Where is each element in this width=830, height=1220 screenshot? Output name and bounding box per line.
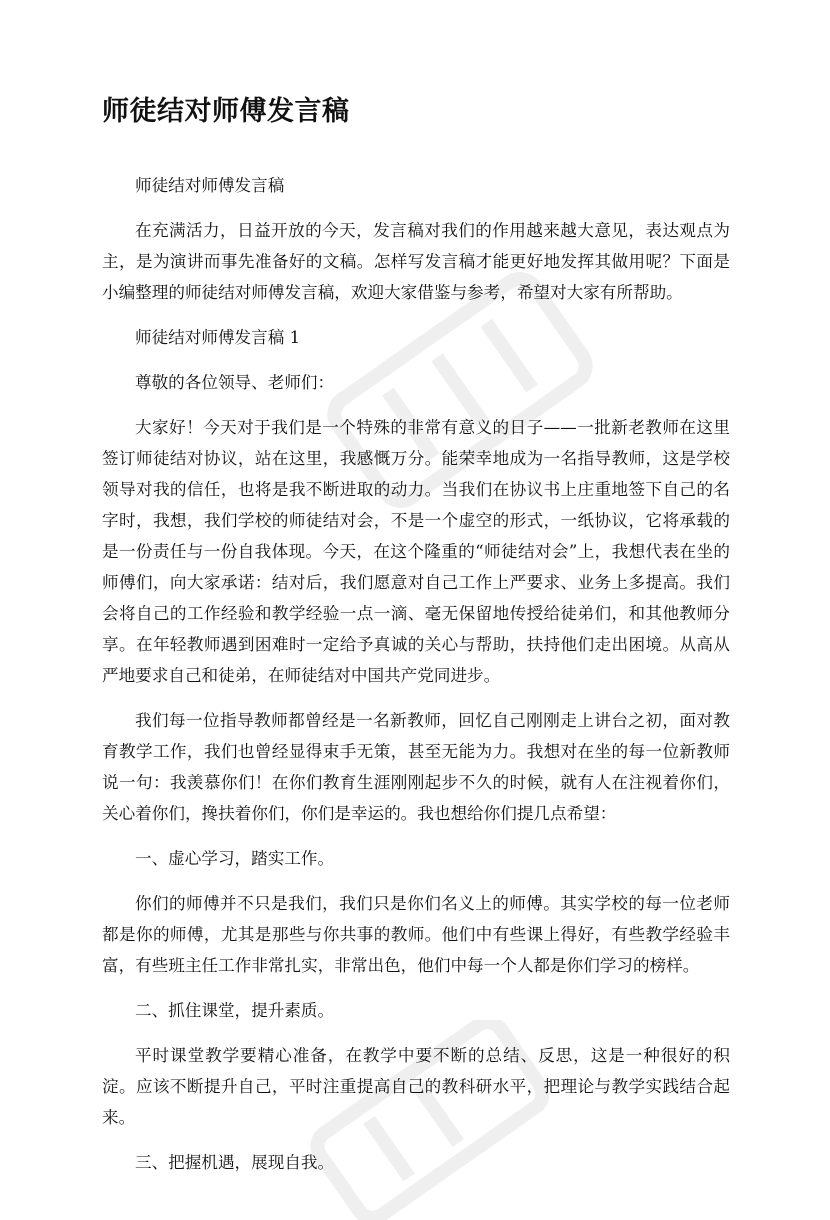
intro-paragraph: 在充满活力，日益开放的今天，发言稿对我们的作用越来越大意见，表达观点为主，是为演讲而事先准备好的文稿。怎样写发言稿才能更好地发挥其做用呢？下面是小编整理的师徒结对师傅发言稿，欢迎大家借鉴与参考，希望对大家有所帮助。: [102, 221, 730, 302]
section-heading-1: 师徒结对师傅发言稿 1: [135, 328, 301, 347]
subtitle-paragraph: 师徒结对师傅发言稿: [135, 176, 285, 195]
point-heading-2: 二、抓住课堂，提升素质。: [135, 1001, 335, 1020]
document-title: 师徒结对师傅发言稿: [102, 96, 350, 127]
document-body: [102, 92, 730, 1192]
body-paragraph: 你们的师傅并不只是我们，我们只是你们名义上的师傅。其实学校的每一位老师都是你的师傅，尤其是那些与你共事的教师。他们中有些课上得好，有些教学经验丰富，有些班主任工作非常扎实，非常出色，他们中每一个人都是你们学习的榜样。: [102, 894, 730, 975]
body-paragraph: 大家好！今天对于我们是一个特殊的非常有意义的日子——一批新老教师在这里签订师徒结对协议，站在这里，我感慨万分。能荣幸地成为一名指导教师，这是学校领导对我的信任，也将是我不断进取的动力。当我们在协议书上庄重地签下自己的名字时，我想，我们学校的师徒结对会，不是一个虚空的形式，一纸协议，它将承载的是一份责任与一份自我体现。今天，在这个隆重的“师徒结对会”上，我想代表在坐的师傅们，向大家承诺：结对后，我们愿意对自己工作上严要求、业务上多提高。我们会将自己的工作经验和教学经验一点一滴、毫无保留地传授给徒弟们，和其他教师分享。在年轻教师遇到困难时一定给予真诚的关心与帮助，扶持他们走出困境。从高从严地要求自己和徒弟，在师徒结对中国共产党同进步。: [102, 418, 730, 685]
salutation: 尊敬的各位领导、老师们：: [135, 373, 335, 392]
point-heading-3: 三、把握机遇，展现自我。: [135, 1153, 335, 1172]
body-paragraph: 平时课堂教学要精心准备，在教学中要不断的总结、反思，这是一种很好的积淀。应该不断提升自己，平时注重提高自己的教科研水平，把理论与教学实践结合起来。: [102, 1046, 730, 1127]
point-heading-1: 一、虚心学习，踏实工作。: [135, 849, 335, 868]
body-paragraph: 我们每一位指导教师都曾经是一名新教师，回忆自己刚刚走上讲台之初，面对教育教学工作，我们也曾经显得束手无策，甚至无能为力。我想对在坐的每一位新教师说一句：我羡慕你们！在你们教育生涯刚刚起步不久的时候，就有人在注视着你们，关心着你们，搀扶着你们，你们是幸运的。我也想给你们提几点希望：: [102, 711, 730, 823]
